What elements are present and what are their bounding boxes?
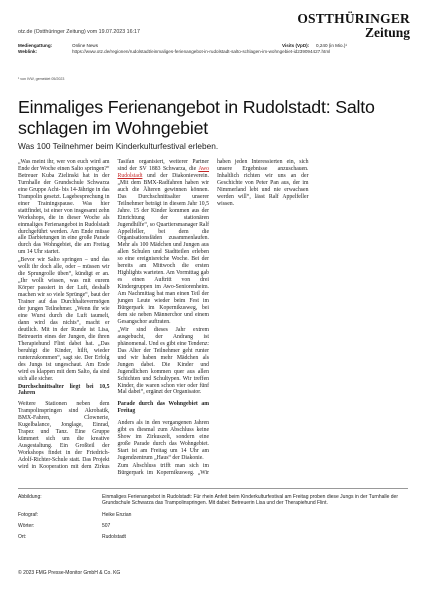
paragraph: „Wir sind dieses Jahr extrem ausgebucht, der Andrang ist phänomenal. Und es gibt eine Tendenz: Das Alter der Teilnehmer geht runter und wir haben mehr Mädchen als Jungen dabei. Die Kinder und Jugendlichen kommen quer aus allen Schichten und Schultypen. Wir treffen Kinder, die waren schon vier oder fünf Mal dabei“, ergänzt der Organisator.	[117, 326, 209, 396]
fotograf-label: Fotograf:	[18, 511, 39, 518]
paragraph: Anders als in den vergangenen Jahren gibt es diesmal zum Abschluss keine Show im Zirkuszelt, sondern eine große Parade durch das Wohngebiet. Start ist am Freitag um 14 Uhr am Jugendzentrum „Haus“ der Diakonie.	[117, 420, 209, 462]
paragraph-text: und der Diakonieverein. „Mit dem BMX-Radfahren haben wir auch die Älteren gewinnen können. Das Durchschnittsalter unserer Teilnehmer beträgt in diesem Jahr 10,5 Jahre. 15 der Kinder kommen aus der Einrichtung der stationären Jugendhilfe“, so Quartiersmanager Ralf Appelfeller, bei dem die Organisationsfäden zusammenlaufen. Mehr als 100 Mädchen und Jungen aus allen Schulen und Stadtteilen erleben so eine ereignisreiche Woche. Bei der bereits am Mittwoch die ersten Highlights warteten. Am Vormittag gab es einen Auftritt von drei Kindergruppen im Awo-Seniorenheim. Am Nachmittag bat man einen Teil der jungen Leute wieder beim Fest im Bürgerpark im Kopernikusweg, bei dem sie neben Männerchor und einem Gesangschor auftraten.	[117, 172, 209, 325]
fotograf-value: Heike Enzian	[102, 511, 132, 518]
visits-label: Visits (VpD):	[282, 43, 310, 48]
source-line: otz.de (Ostthüringer Zeitung) vom 19.07.2023 16:17	[18, 29, 140, 35]
copyright: © 2023 FMG Presse-Monitor GmbH & Co. KG	[18, 570, 121, 576]
woerter-label: Wörter:	[18, 522, 35, 529]
article-headline: Einmaliges Ferienangebot in Rudolstadt: Salto schlagen im Wohngebiet	[18, 97, 375, 138]
abbildung-label: Abbildung:	[18, 494, 42, 500]
logo-line-2: Zeitung	[364, 24, 410, 40]
article-body	[18, 159, 408, 477]
divider	[18, 488, 408, 489]
weblink-label: Weblink:	[18, 49, 38, 54]
awo-rudolstadt-link[interactable]: Awo Rudolstadt	[117, 165, 210, 179]
newspaper-logo	[297, 12, 410, 39]
visits-footnote: ¹ von IVW, gemeldet 05/2023	[18, 77, 65, 81]
article-subheadline: Was 100 Teilnehmer beim Kinderkulturfestival erleben.	[18, 141, 219, 151]
visits-value: 0,240 (in Mio.)¹	[316, 43, 347, 48]
meta-block	[18, 43, 408, 55]
paragraph-text: Weitere Stationen neben dem Trampolinspringen sind Akrobatik, BMX-Fahren, Clownerie, Kugelbalance, Jonglage, Einrad, Trapez und Tanz. Eine Gruppe kümmert sich um die kreative Ausgestaltung. Ein Großteil der Workshops findet in der Friedrich-Adolf-Richter-Schule statt. Das Projekt wird in Kooperation mit dem Zirkus Tasifan organisiert, weiterer Partner sind der SV 1883 Schwarza, die	[18, 159, 209, 470]
paragraph: „Was meint ihr, wer von euch wird am Ende der Woche einen Salto springen?“ Betreuer Kuba Zielinski hat in der Turnhalle der Grundschule Schwarza eine Gruppe Acht- bis 14-Jährige in das Trampolin gesetzt. Lagebesprechung in einer Trainingspause. Was hier stattfindet, ist einer von insgesamt zehn Workshops, die in dieser Woche als einmaliges Ferienangebot in Rudolstadt durchgeführt werden. Am Ende müsse alle Darbietungen in eine große Parade durch das Wohngebiet, die am Freitag um 14 Uhr startet.	[18, 159, 110, 256]
medium-label: Mediengattung:	[18, 43, 53, 48]
medium-value: Online News	[72, 43, 99, 48]
caption-block	[18, 494, 408, 545]
ort-value: Rudolstadt	[102, 534, 126, 541]
paragraph: Zum Abschluss trifft man sich im Bürgerpark im Kopernikusweg. „Wir haben jeden Interessierten ein, sich unsere Ergebnisse anzuschauen. Inhaltlich richten wir uns an der Geschichte von Peter Pan aus, der im Nimmerland lebt und nie erwachsen werden will“, lässt Ralf Appelfeller wissen.	[117, 159, 309, 476]
paragraph: „Bevor wir Salto springen – und das wollt ihr doch alle, oder – müssen wir die Sprungrolle üben“, kündigt er an. „Ihr wollt wissen, was mit eurem Körper passiert in der Luft, deshalb machen wir so viele Sprünge“, baut der Trainer auf das Durchhaltevermögen der jungen Teilnehmer. „Wenn ihr wie eine Wurst durch die Luft taumelt, dann wird das nichts“, macht er deutlich. Mit in der Runde ist Lisa, Betreuerin eines der Jungen, die ihren Therapiehund Flint dabei hat. „Das beruhigt die Kinder, hilft, wieder runterzukommen“, sagt sie. Der Erfolg des Jungs ist ungeschaut. Am Ende wird es klappen mit dem Salto, da sind sich alle sicher.	[18, 257, 110, 382]
weblink-url[interactable]: https://www.otz.de/regionen/rudolstadt/einmaliges-ferienangebot-in-rudolstadt-salto-schlagen-im-wohngebiet-id239094427.html	[72, 49, 331, 54]
section-heading: Parade durch das Wohngebiet am Freitag	[117, 401, 209, 415]
abbildung-value: Einmaliges Ferienangebot in Rudolstadt: Für rhein Anfeit beim Kinderkulturfestival am Freitag proben diese Jungs in der Turnhalle der Grundschule Schwarza das Trampolinspringen. Mit dabei: Betreuerin Lisa und der Therapiehund Flint.	[102, 494, 398, 507]
ort-label: Ort:	[18, 534, 27, 541]
logo-line-1: OSTTHÜRINGER	[297, 11, 410, 26]
woerter-value: 507	[102, 522, 111, 529]
section-heading: Durchschnittsalter liegt bei 10,5 Jahren	[18, 383, 110, 397]
